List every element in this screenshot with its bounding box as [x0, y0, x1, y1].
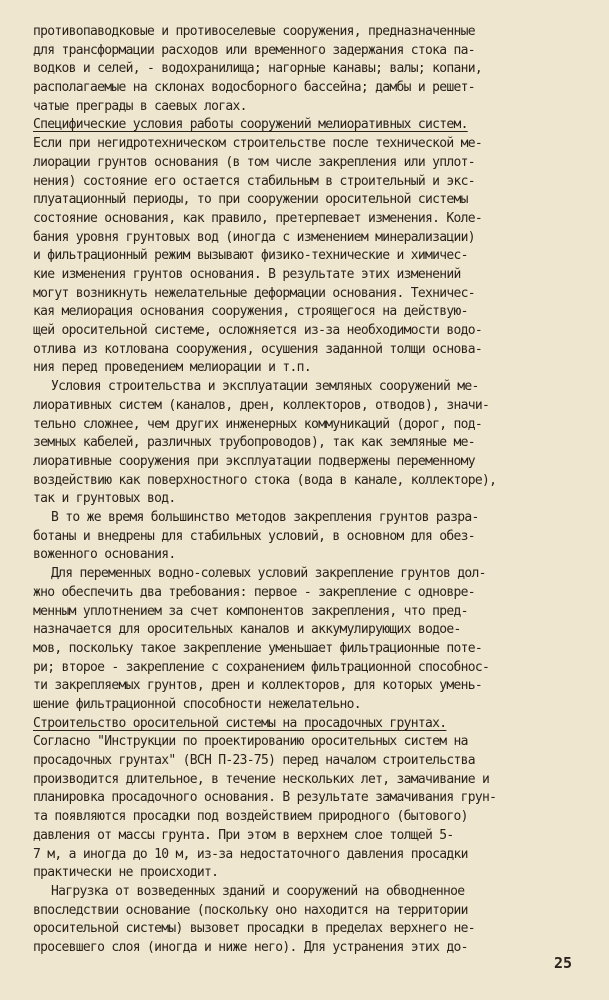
text-line: та появляются просадки под воздействием природного (бытового) — [33, 809, 468, 824]
text-line: противопаводковые и противоселевые сооружения, предназначенные — [33, 24, 475, 39]
text-line: лиоративные сооружения при эксплуатации подвержены переменному — [33, 454, 475, 469]
text-line: планировка просадочного основания. В результате замачивания грун- — [33, 790, 497, 805]
text-line: плуатационный периоды, то при сооружении оросительной системы — [33, 192, 468, 207]
paragraph-start: В то же время большинство методов закрепления грунтов разра- — [51, 510, 479, 525]
text-line: Если при негидротехническом строительстве после технической ме- — [33, 136, 482, 151]
text-line: лиоративных систем (каналов, дрен, коллекторов, отводов), значи- — [33, 398, 490, 413]
text-line: и фильтрационный режим вызывают физико-технические и химичес- — [33, 248, 468, 263]
text-line: впоследствии основание (поскольку оно находится на территории — [33, 903, 468, 918]
paragraph-start: Нагрузка от возведенных зданий и сооружений на обводненное — [51, 884, 465, 899]
section-heading: Специфические условия работы сооружений мелиоративных систем. — [33, 117, 468, 132]
text-line: ри; второе - закрепление с сохранением фильтрационной способнос- — [33, 660, 490, 675]
text-line: водков и селей, - водохранилища; нагорные канавы; валы; копани, — [33, 61, 482, 76]
text-line: состояние основания, как правило, претерпевает изменения. Коле- — [33, 211, 482, 226]
text-line: назначается для оросительных каналов и аккумулирующих водое- — [33, 622, 461, 637]
text-line: давления от массы грунта. При этом в верхнем слое толщей 5- — [33, 828, 454, 843]
text-line: щей оросительной системе, осложняется из-за необходимости водо- — [33, 323, 482, 338]
text-line: нения) состояние его остается стабильным в строительный и экс- — [33, 174, 475, 189]
text-line: 7 м, а иногда до 10 м, из-за недостаточного давления просадки — [33, 847, 468, 862]
text-line: производится длительное, в течение нескольких лет, замачивание и — [33, 772, 490, 787]
text-line: шение фильтрационной способности нежелательно. — [33, 697, 361, 712]
text-line: воженного основания. — [33, 547, 176, 562]
text-line: тельно сложнее, чем других инженерных коммуникаций (дорог, под- — [33, 417, 482, 432]
text-line: просевшего слоя (иногда и ниже него). Для устранения этих до- — [33, 940, 468, 955]
section-heading: Строительство оросительной системы на просадочных грунтах. — [33, 716, 447, 731]
text-line: Согласно "Инструкции по проектированию оросительных систем на — [33, 734, 468, 749]
page-number: 25 — [553, 954, 572, 972]
text-line: кие изменения грунтов основания. В результате этих изменений — [33, 267, 461, 282]
text-line: так и грунтовых вод. — [33, 491, 176, 506]
text-line: ботаны и внедрены для стабильных условий, в основном для обез- — [33, 529, 475, 544]
text-line: ти закрепляемых грунтов, дрен и коллекторов, для которых умень- — [33, 678, 482, 693]
text-line: бания уровня грунтовых вод (иногда с изменением минерализации) — [33, 230, 475, 245]
paragraph-start: Для переменных водно-солевых условий закрепление грунтов дол- — [51, 566, 486, 581]
text-line: ния перед проведением мелиорации и т.п. — [33, 360, 311, 375]
text-line: земных кабелей, различных трубопроводов), так как земляные ме- — [33, 435, 475, 450]
text-line: мов, поскольку такое закрепление уменьшает фильтрационные поте- — [33, 641, 482, 656]
text-line: лиорации грунтов основания (в том числе закрепления или уплот- — [33, 155, 475, 170]
text-line: отлива из котлована сооружения, осушения заданной толщи основа- — [33, 342, 482, 357]
text-line: могут возникнуть нежелательные деформации основания. Техничес- — [33, 286, 475, 301]
text-line: жно обеспечить два требования: первое - закрепление с одновре- — [33, 585, 475, 600]
text-line: практически не происходит. — [33, 865, 219, 880]
text-line: для трансформации расходов или временного задержания стока па- — [33, 43, 475, 58]
text-line: чатые преграды в саевых логах. — [33, 99, 247, 114]
text-line: менным уплотнением за счет компонентов закрепления, что пред- — [33, 604, 468, 619]
text-line: располагаемые на склонах водосборного бассейна; дамбы и решет- — [33, 80, 475, 95]
text-line: просадочных грунтах" (ВСН П-23-75) перед началом строительства — [33, 753, 475, 768]
paragraph-start: Условия строительства и эксплуатации земляных сооружений ме- — [51, 379, 479, 394]
text-line: оросительной системы) вызовет просадки в пределах верхнего не- — [33, 921, 475, 936]
text-line: воздействию как поверхностного стока (вода в канале, коллекторе), — [33, 473, 497, 488]
text-line: кая мелиорация основания сооружения, строящегося на действую- — [33, 304, 468, 319]
